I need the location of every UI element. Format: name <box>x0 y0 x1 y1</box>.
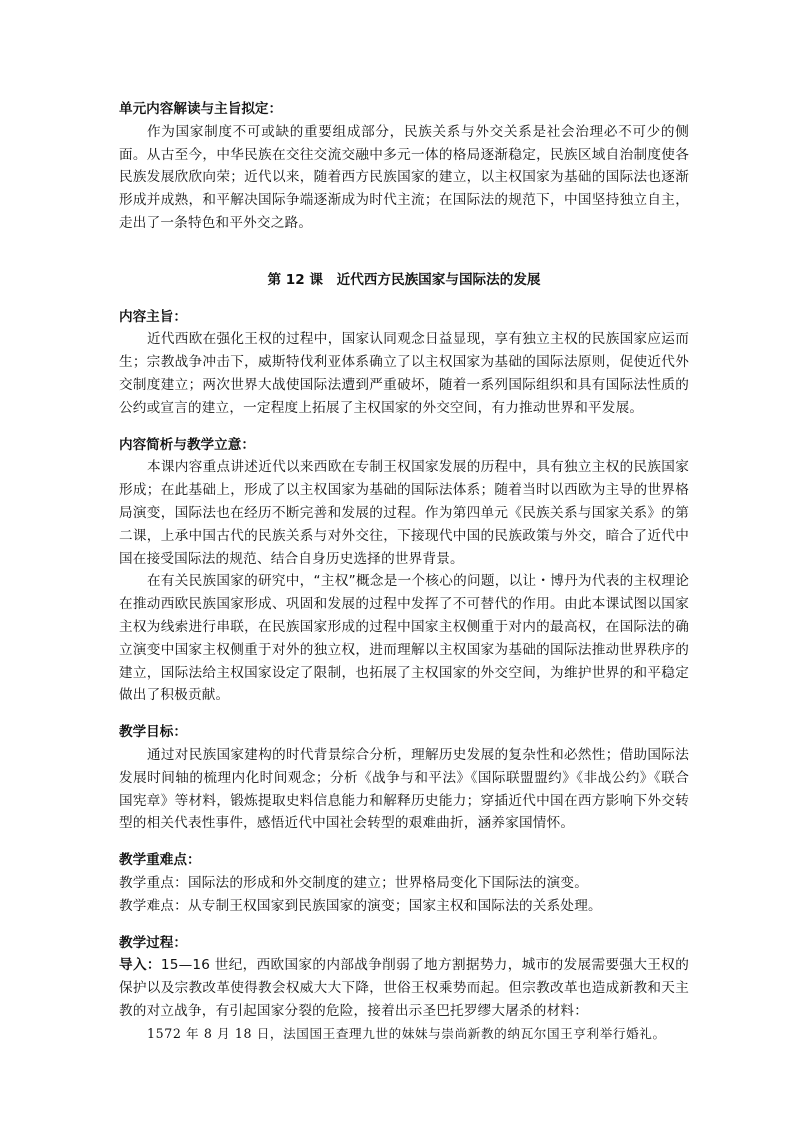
quote-text: 1572 年 8 月 18 日，法国国王查理九世的妹妹与崇尚新教的纳瓦尔国王亨利举行婚礼。 <box>147 1025 666 1041</box>
unit-body: 作为国家制度不可或缺的重要组成部分，民族关系与外交关系是社会治理必不可少的侧面。从古至今，中华民族在交往交流交融中多元一体的格局逐渐稳定，民族区域自治制度使各民族发展欣欣向荣；近代以来，随着西方民族国家的建立，以主权国家为基础的国际法也逐渐形成并成熟，和平解决国际争端逐渐成为时代主流；在国际法的规范下，中国坚持独立自主，走出了一条特色和平外交之路。 <box>119 123 689 231</box>
objectives-heading: 教学目标： <box>119 724 187 741</box>
content-theme-heading: 内容主旨： <box>119 308 187 325</box>
analysis-paragraph-2: 在有关民族国家的研究中，“主权”概念是一个核心的问题，以让・博丹为代表的主权理论在推动西欧民族国家形成、巩固和发展的过程中发挥了不可替代的作用。由此本课试图以国家主权为线索进行串联，在民族国家形成的过程中国家主权侧重于对内的最高权，在国际法的确立演变中国家主权侧重于对外的独立权，进而理解以主权国家为基础的国际法推动世界秩序的建立，国际法给主权国家设定了限制，也拓展了主权国家的外交空间，为维护世界的和平稳定做出了积极贡献。 <box>119 573 689 704</box>
difficult-point-line: 教学难点：从专制王权国家到民族国家的演变；国家主权和国际法的关系处理。 <box>119 897 602 914</box>
intro-body: 15—16 世纪，西欧国家的内部战争削弱了地方割据势力，城市的发展需要强大王权的保护以及宗教改革使得教会权威大大下降，世俗王权乘势而起。但宗教改革也造成新教和天主教的对立战争，有引起国家分裂的危险，接着出示圣巴托罗缪大屠杀的材料： <box>119 957 689 1019</box>
objectives-body: 通过对民族国家建构的时代背景综合分析，理解历史发展的复杂性和必然性；借助国际法发展时间轴的梳理内化时间观念；分析《战争与和平法》《国际联盟盟约》《非战公约》《联合国宪章》等材料，锻炼提取史料信息能力和解释历史能力；穿插近代中国在西方影响下外交转型的相关代表性事件，感悟近代中国社会转型的艰难曲折，涵养家国情怀。 <box>119 746 689 832</box>
content-theme-body: 近代西欧在强化王权的过程中，国家认同观念日益显现，享有独立主权的民族国家应运而生；宗教战争冲击下，威斯特伐利亚体系确立了以主权国家为基础的国际法原则，促使近代外交制度建立；两次世界大战使国际法遭到严重破坏，随着一系列国际组织和具有国际法性质的公约或宣言的建立，一定程度上拓展了主权国家的外交空间，有力推动世界和平发展。 <box>119 331 689 416</box>
analysis-heading: 内容简析与教学立意： <box>119 436 255 453</box>
document-page <box>119 98 689 1045</box>
unit-heading: 单元内容解读与主旨拟定： <box>119 101 283 117</box>
analysis-paragraph-1: 本课内容重点讲述近代以来西欧在专制王权国家发展的历程中，具有独立主权的民族国家形成；在此基础上，形成了以主权国家为基础的国际法体系；随着当时以西欧为主导的世界格局演变，国际法也在经历不断完善和发展的过程。作为第四单元《民族关系与国家关系》的第二课，上承中国古代的民族关系与对外交往，下接现代中国的民族政策与外交，暗合了近代中国在接受国际法的规范、结合自身历史选择的世界背景。 <box>119 459 689 567</box>
intro-paragraph <box>119 954 689 1022</box>
intro-label: 导入： <box>119 957 161 974</box>
key-points-heading: 教学重难点： <box>119 852 201 869</box>
process-heading: 教学过程： <box>119 934 187 951</box>
key-point-line: 教学重点：国际法的形成和外交制度的建立；世界格局变化下国际法的演变。 <box>119 874 588 891</box>
lesson-title: 第 12 课 近代西方民族国家与国际法的发展 <box>267 271 541 288</box>
